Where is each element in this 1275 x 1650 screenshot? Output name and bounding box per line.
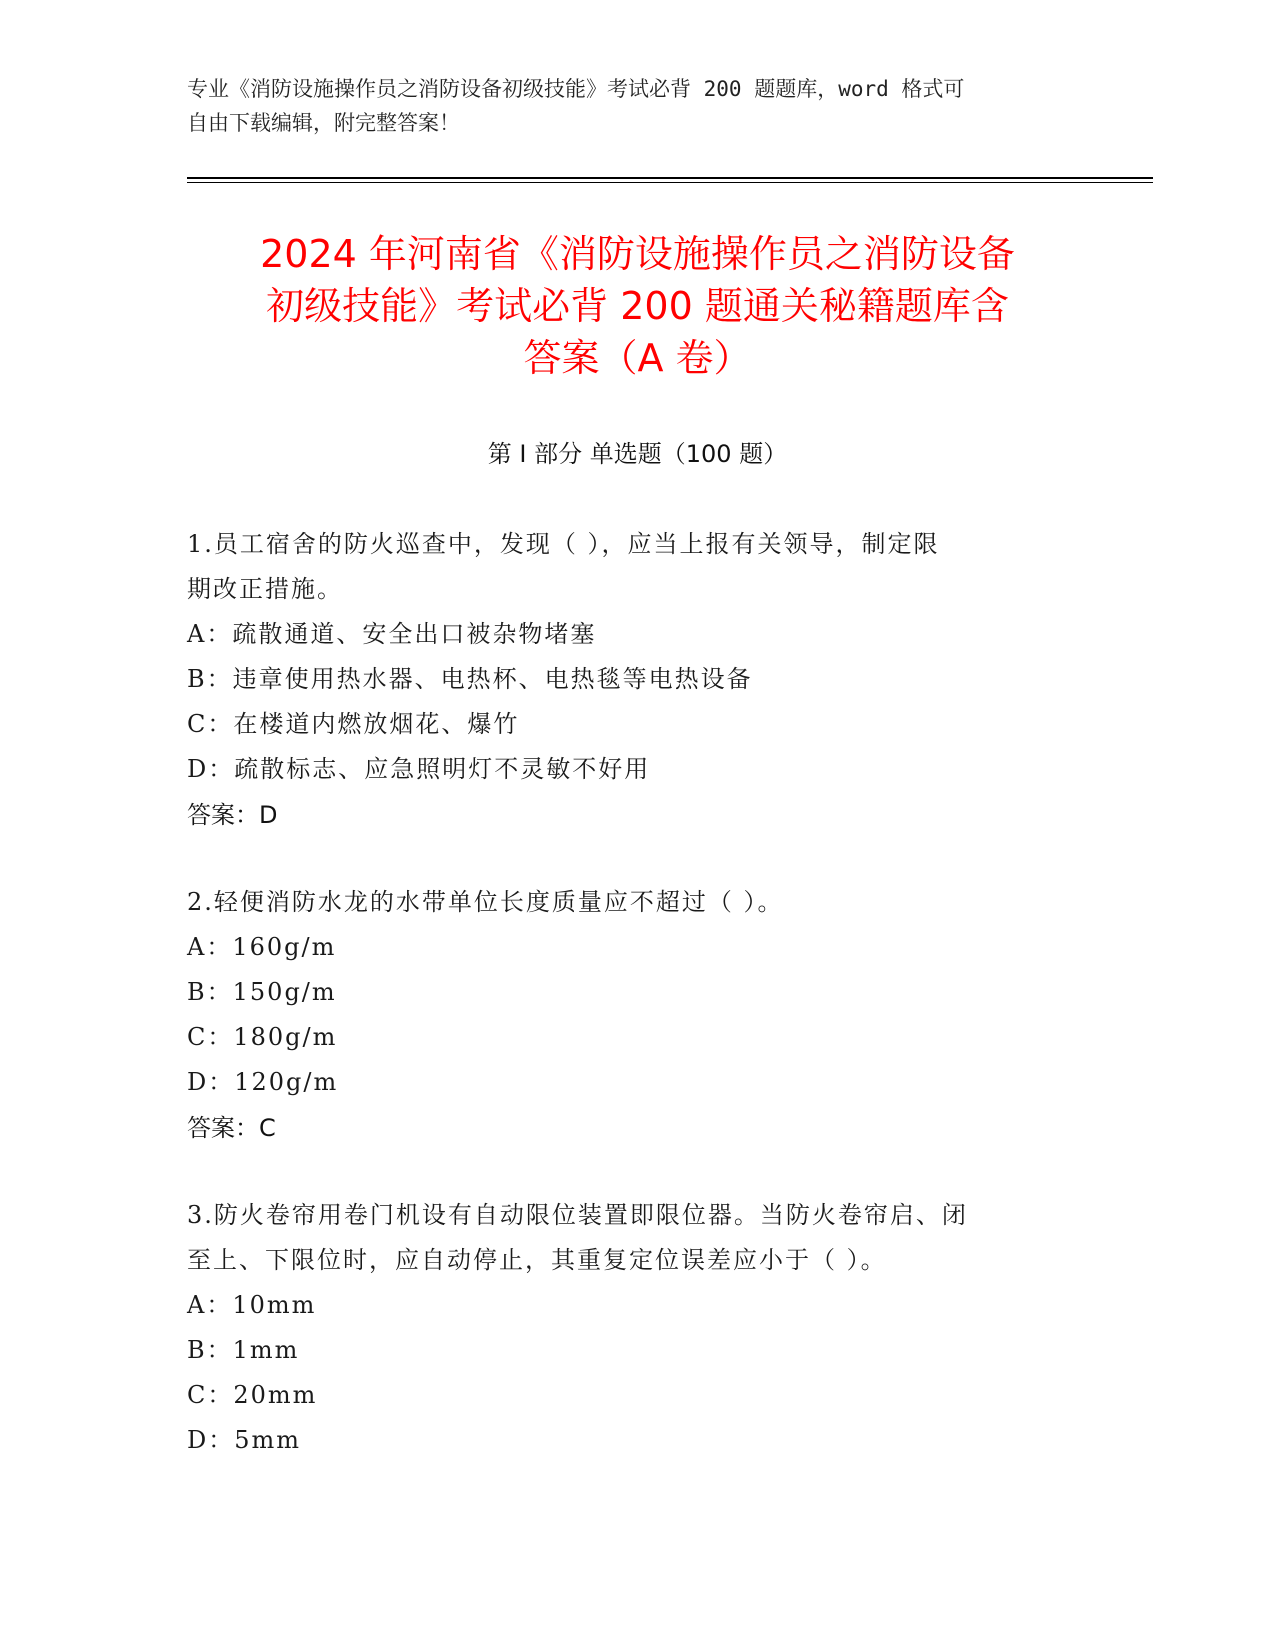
header-divider-thick (187, 177, 1153, 179)
question-2-option-d: D：120g/m (187, 1068, 339, 1096)
question-1-option-d: D：疏散标志、应急照明灯不灵敏不好用 (187, 755, 651, 783)
question-2-option-b: B：150g/m (187, 978, 337, 1006)
question-3-option-a: A：10mm (187, 1291, 317, 1319)
header-divider-thin (187, 182, 1153, 183)
header-note-line-2: 自由下载编辑，附完整答案！ (187, 111, 460, 135)
question-3-stem-line-2: 至上、下限位时，应自动停止，其重复定位误差应小于（ ）。 (187, 1246, 887, 1274)
title-line-3: 答案（A 卷） (523, 336, 752, 380)
question-1-stem-line-2: 期改正措施。 (187, 575, 343, 603)
question-2 (187, 880, 1067, 1151)
question-1-option-b: B：违章使用热水器、电热杯、电热毯等电热设备 (187, 665, 753, 693)
question-3-stem-line-1: 3.防火卷帘用卷门机设有自动限位装置即限位器。当防火卷帘启、闭 (187, 1201, 968, 1229)
question-3-option-c: C：20mm (187, 1381, 318, 1409)
question-3 (187, 1193, 1067, 1463)
title-line-2: 初级技能》考试必背 200 题通关秘籍题库含 (266, 284, 1009, 328)
title-line-1: 2024 年河南省《消防设施操作员之消防设备 (260, 232, 1015, 276)
header-note-line-1: 专业《消防设施操作员之消防设备初级技能》考试必背 200 题题库，word 格式可 (187, 77, 965, 101)
document-title (160, 228, 1115, 384)
question-2-answer: 答案：C (187, 1114, 276, 1142)
question-1-answer: 答案：D (187, 801, 278, 829)
question-3-option-b: B：1mm (187, 1336, 300, 1364)
question-2-stem-line-1: 2.轻便消防水龙的水带单位长度质量应不超过（ ）。 (187, 888, 784, 916)
question-1-option-c: C：在楼道内燃放烟花、爆竹 (187, 710, 520, 738)
section-heading: 第 I 部分 单选题（100 题） (487, 440, 788, 468)
question-list (187, 522, 1067, 1505)
question-2-option-c: C：180g/m (187, 1023, 338, 1051)
question-3-option-d: D：5mm (187, 1426, 302, 1454)
question-1-option-a: A：疏散通道、安全出口被杂物堵塞 (187, 620, 597, 648)
question-1 (187, 522, 1067, 838)
header-note (187, 72, 1067, 140)
question-1-stem-line-1: 1.员工宿舍的防火巡查中，发现（ ），应当上报有关领导，制定限 (187, 530, 940, 558)
question-2-option-a: A：160g/m (187, 933, 337, 961)
